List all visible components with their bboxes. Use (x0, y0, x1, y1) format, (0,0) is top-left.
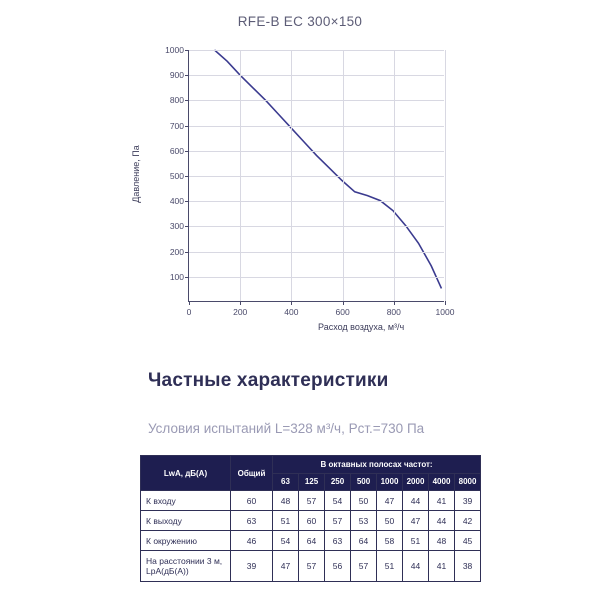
y-tick-label: 100 (169, 271, 184, 282)
header-total: Общий (231, 456, 273, 491)
x-tick-label: 600 (335, 307, 350, 317)
x-tick-mark (445, 301, 446, 305)
x-tick-label: 0 (186, 307, 192, 317)
cell-total: 60 (231, 491, 273, 511)
gridline-horizontal (189, 201, 444, 202)
chart-container (128, 44, 468, 334)
y-tick-mark (185, 50, 189, 51)
header-band: 250 (325, 473, 351, 491)
cell-total: 63 (231, 511, 273, 531)
cell-band-value: 39 (455, 491, 481, 511)
cell-band-value: 50 (377, 511, 403, 531)
row-label: На расстоянии 3 м, LpA(дБ(A)) (141, 551, 231, 582)
plot-area (165, 45, 455, 317)
y-tick-label: 700 (169, 120, 184, 131)
gridline-horizontal (189, 176, 444, 177)
cell-band-value: 60 (299, 511, 325, 531)
cell-band-value: 58 (377, 531, 403, 551)
cell-band-value: 47 (273, 551, 299, 582)
y-tick-label: 1000 (165, 45, 184, 55)
header-band: 125 (299, 473, 325, 491)
gridline-vertical (343, 50, 344, 301)
gridline-vertical (394, 50, 395, 301)
cell-total: 39 (231, 551, 273, 582)
y-tick-label: 500 (169, 171, 184, 181)
x-tick-label: 400 (284, 307, 299, 317)
row-label: К окружению (141, 531, 231, 551)
y-tick-mark (185, 151, 189, 152)
test-conditions: Условия испытаний L=328 м³/ч, Рст.=730 Па (148, 421, 425, 436)
y-tick-mark (185, 201, 189, 202)
table-row (141, 491, 481, 511)
y-tick-label: 600 (169, 145, 184, 156)
cell-band-value: 50 (351, 491, 377, 511)
y-tick-label: 900 (169, 70, 184, 81)
x-tick-label: 800 (386, 307, 401, 317)
chart-title: RFE-B EC 300×150 (237, 14, 363, 29)
cell-band-value: 57 (325, 511, 351, 531)
y-tick-mark (185, 176, 189, 177)
table-row (141, 551, 481, 582)
cell-band-value: 44 (403, 551, 429, 582)
table-row (141, 511, 481, 531)
row-label: К выходу (141, 511, 231, 531)
cell-band-value: 56 (325, 551, 351, 582)
table-body (141, 491, 481, 582)
cell-band-value: 64 (299, 531, 325, 551)
cell-band-value: 54 (273, 531, 299, 551)
cell-total: 46 (231, 531, 273, 551)
x-tick-mark (240, 301, 241, 305)
y-tick-label: 800 (169, 95, 184, 106)
cell-band-value: 38 (455, 551, 481, 582)
gridline-horizontal (189, 50, 444, 51)
x-tick-label: 200 (233, 307, 248, 317)
gridline-horizontal (189, 75, 444, 76)
y-tick-label: 200 (169, 246, 184, 257)
cell-band-value: 51 (377, 551, 403, 582)
gridline-horizontal (189, 126, 444, 127)
x-tick-mark (189, 301, 190, 305)
gridline-horizontal (189, 100, 444, 101)
cell-band-value: 54 (325, 491, 351, 511)
cell-band-value: 57 (299, 551, 325, 582)
gridline-vertical (445, 50, 446, 301)
cell-band-value: 47 (377, 491, 403, 511)
cell-band-value: 51 (403, 531, 429, 551)
gridline-vertical (291, 50, 292, 301)
cell-band-value: 51 (273, 511, 299, 531)
header-band: 63 (273, 473, 299, 491)
y-tick-mark (185, 277, 189, 278)
table-row (141, 531, 481, 551)
x-tick-mark (394, 301, 395, 305)
cell-band-value: 48 (273, 491, 299, 511)
cell-band-value: 41 (429, 551, 455, 582)
cell-band-value: 48 (429, 531, 455, 551)
x-tick-mark (343, 301, 344, 305)
table-header-row-1 (141, 456, 481, 474)
gridline-horizontal (189, 252, 444, 253)
x-tick-label: 1000 (435, 307, 455, 317)
header-band: 4000 (429, 473, 455, 491)
y-tick-mark (185, 75, 189, 76)
header-band: 8000 (455, 473, 481, 491)
cell-band-value: 57 (299, 491, 325, 511)
row-label: К входу (141, 491, 231, 511)
gridline-horizontal (189, 277, 444, 278)
x-tick-mark (291, 301, 292, 305)
cell-band-value: 47 (403, 511, 429, 531)
acoustic-table (140, 455, 481, 582)
y-tick-label: 400 (169, 196, 184, 207)
gridline-horizontal (189, 151, 444, 152)
cell-band-value: 42 (455, 511, 481, 531)
header-lwa: LwA, дБ(A) (141, 456, 231, 491)
y-axis-label: Давление, Па (131, 145, 141, 203)
cell-band-value: 63 (325, 531, 351, 551)
cell-band-value: 44 (403, 491, 429, 511)
section-title: Частные характеристики (148, 370, 389, 391)
cell-band-value: 45 (455, 531, 481, 551)
cell-band-value: 53 (351, 511, 377, 531)
y-tick-mark (185, 252, 189, 253)
header-band: 1000 (377, 473, 403, 491)
gridline-vertical (240, 50, 241, 301)
y-tick-mark (185, 126, 189, 127)
header-band: 500 (351, 473, 377, 491)
y-tick-label: 300 (169, 221, 184, 232)
y-tick-mark (185, 100, 189, 101)
header-band: 2000 (403, 473, 429, 491)
y-tick-mark (185, 226, 189, 227)
header-octave-group: В октавных полосах частот: (273, 456, 481, 474)
cell-band-value: 41 (429, 491, 455, 511)
cell-band-value: 57 (351, 551, 377, 582)
x-axis-label: Расход воздуха, м³/ч (318, 322, 405, 332)
table-head (141, 456, 481, 491)
gridline-horizontal (189, 226, 444, 227)
cell-band-value: 44 (429, 511, 455, 531)
cell-band-value: 64 (351, 531, 377, 551)
